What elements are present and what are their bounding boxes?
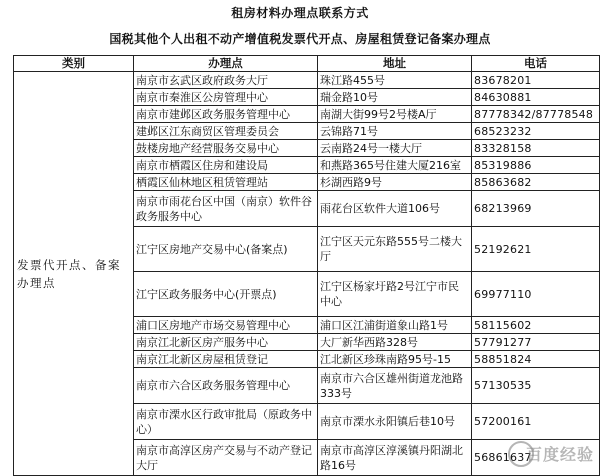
office-cell: 南京江北新区房产服务中心 [134, 334, 318, 351]
phone-cell: 58115602 [472, 317, 600, 334]
office-cell: 栖霞区仙林地区租赁管理站 [134, 174, 318, 191]
header-address: 地址 [318, 56, 472, 72]
phone-cell: 52192621 [472, 227, 600, 272]
header-phone: 电话 [472, 56, 600, 72]
address-cell: 南京市六合区雄州街道龙池路333号 [318, 368, 472, 404]
address-cell: 雨花台区软件大道106号 [318, 191, 472, 227]
page-subtitle: 国税其他个人出租不动产增值税发票代开点、房屋租赁登记备案办理点 [109, 32, 491, 46]
phone-cell: 83678201 [472, 72, 600, 89]
phone-cell: 58851824 [472, 351, 600, 368]
header-category: 类别 [14, 56, 134, 72]
phone-cell: 83328158 [472, 140, 600, 157]
phone-cell: 57200161 [472, 404, 600, 440]
phone-cell: 68523232 [472, 123, 600, 140]
address-cell: 和燕路365号住建大厦216室 [318, 157, 472, 174]
phone-cell: 69977110 [472, 272, 600, 317]
office-cell: 南京市六合区政务服务管理中心 [134, 368, 318, 404]
address-cell: 江宁区杨家圩路2号江宁市民中心 [318, 272, 472, 317]
table-header-row [14, 56, 600, 72]
address-cell: 江北新区珍珠南路95号-15 [318, 351, 472, 368]
address-cell: 云锦路71号 [318, 123, 472, 140]
address-cell: 云南路24号一楼大厅 [318, 140, 472, 157]
header-office: 办理点 [134, 56, 318, 72]
address-cell: 江宁区天元东路555号二楼大厅 [318, 227, 472, 272]
table-row [14, 72, 600, 89]
office-cell: 南京市建邺区政务服务管理中心 [134, 106, 318, 123]
phone-cell: 85319886 [472, 157, 600, 174]
office-cell: 南京市秦淮区公房管理中心 [134, 89, 318, 106]
address-cell: 浦口区江浦街道象山路1号 [318, 317, 472, 334]
phone-cell: 57130535 [472, 368, 600, 404]
page-title: 租房材料办理点联系方式 [231, 6, 369, 20]
category-cell: 发票代开点、备案办理点 [14, 72, 134, 476]
phone-cell: 87778342/87778548 [472, 106, 600, 123]
office-cell: 南京市高淳区房产交易与不动产登记大厅 [134, 440, 318, 476]
address-cell: 南京市高淳区淳溪镇丹阳湖北路16号 [318, 440, 472, 476]
office-cell: 南京市雨花台区中国（南京）软件谷政务服务中心 [134, 191, 318, 227]
address-cell: 大厂新华西路328号 [318, 334, 472, 351]
office-cell: 鼓楼房地产经营服务交易中心 [134, 140, 318, 157]
address-cell: 瑞金路10号 [318, 89, 472, 106]
office-cell: 建邺区江东商贸区管理委员会 [134, 123, 318, 140]
phone-cell: 68213969 [472, 191, 600, 227]
office-cell: 南京市栖霞区住房和建设局 [134, 157, 318, 174]
address-cell: 珠江路455号 [318, 72, 472, 89]
phone-cell: 56861637 [472, 440, 600, 476]
phone-cell: 84630881 [472, 89, 600, 106]
office-cell: 南京市溧水区行政审批局（原政务中心） [134, 404, 318, 440]
contact-table [13, 55, 600, 476]
office-cell: 浦口区房地产市场交易管理中心 [134, 317, 318, 334]
phone-cell: 85863682 [472, 174, 600, 191]
office-cell: 江宁区政务服务中心(开票点) [134, 272, 318, 317]
phone-cell: 57791277 [472, 334, 600, 351]
address-cell: 南湖大街99号2号楼A厅 [318, 106, 472, 123]
office-cell: 江宁区房地产交易中心(备案点) [134, 227, 318, 272]
watermark: 百度经验 [525, 445, 594, 464]
address-cell: 南京市溧水永阳镇后巷10号 [318, 404, 472, 440]
office-cell: 南京江北新区房屋租赁登记 [134, 351, 318, 368]
office-cell: 南京市玄武区政府政务大厅 [134, 72, 318, 89]
address-cell: 杉湖西路9号 [318, 174, 472, 191]
